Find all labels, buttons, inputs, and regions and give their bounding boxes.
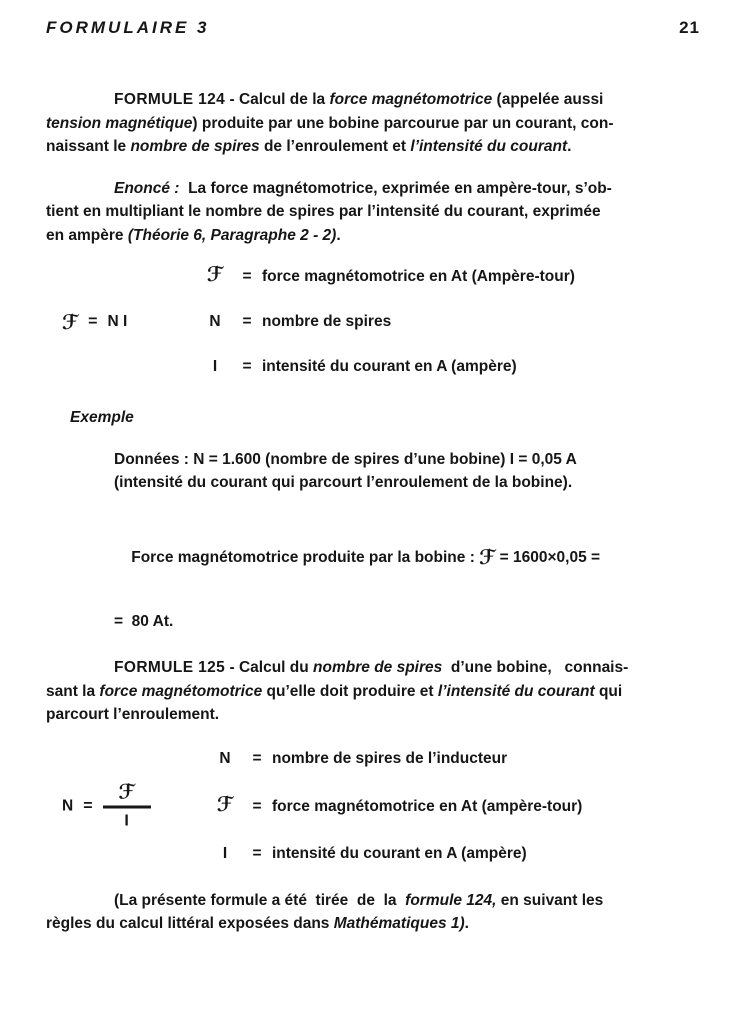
formula-rhs: N I: [107, 312, 128, 330]
formule-124-definitions: [62, 262, 700, 379]
definition-text: nombre de spires: [262, 313, 392, 330]
fraction: [103, 779, 151, 831]
result-suffix: = 1600×0,05 =: [495, 548, 601, 566]
definition-text: force magnétomotrice en At (ampère-tour): [272, 797, 583, 815]
text-line: Enoncé : La force magnétomotrice, exprimée en ampère-tour, s’ob-: [114, 179, 612, 197]
text-line: tension magnétique) produite par une bobine parcourue par un courant, con-: [46, 114, 614, 132]
formule-125-definitions: [62, 747, 700, 866]
page-header: [46, 18, 700, 38]
result-prefix: Force magnétomotrice produite par la bobine :: [131, 548, 480, 566]
definition-text: intensité du courant en A (ampère): [272, 844, 527, 862]
formule-124-enonce: [46, 177, 700, 248]
page-title: FORMULAIRE 3: [46, 18, 210, 37]
exemple-result-value: = 80 At.: [114, 612, 174, 630]
script-f-symbol: ℱ: [479, 544, 496, 569]
text-line: FORMULE 124 - Calcul de la force magnétomotrice (appelée aussi: [114, 91, 604, 108]
exemple-heading: Exemple: [70, 409, 134, 426]
definition-row: [198, 310, 700, 334]
equals-sign: =: [252, 797, 262, 815]
equals-sign: =: [252, 844, 262, 862]
formule-125-closing-note: [46, 889, 700, 936]
equals-sign: =: [88, 312, 98, 330]
text-line: (intensité du courant qui parcourt l’enroulement de la bobine).: [114, 474, 573, 491]
script-f-symbol: ℱ: [103, 782, 151, 809]
text-line: règles du calcul littéral exposées dans Mathématiques 1).: [46, 915, 469, 932]
text-line: tient en multipliant le nombre de spires par l’intensité du courant, exprimée: [46, 203, 601, 220]
symbol-i: I: [222, 844, 228, 862]
formule-125-intro: [46, 656, 700, 727]
formula-lhs: N: [62, 797, 74, 814]
definition-text: nombre de spires de l’inducteur: [272, 749, 508, 767]
symbol-n: N: [209, 313, 221, 330]
equals-sign: =: [242, 313, 252, 330]
text-line: sant la force magnétomotrice qu’elle doit produire et l’intensité du courant qui: [46, 682, 623, 700]
text-line: FORMULE 125 - Calcul du nombre de spires d’une bobine, connais-: [114, 659, 629, 676]
formule-124-intro: [46, 88, 700, 159]
script-f-symbol: ℱ: [216, 791, 234, 816]
definition-row: [208, 747, 700, 771]
definition-row: [198, 264, 700, 289]
exemple-result-line: [114, 519, 700, 597]
definition-row: [208, 791, 700, 819]
symbol-n: N: [219, 749, 231, 767]
page-number: 21: [679, 18, 700, 37]
formula-124-equation: [62, 309, 128, 334]
equals-sign: =: [242, 358, 252, 375]
script-f-symbol: ℱ: [206, 262, 224, 286]
definition-row: [198, 355, 700, 379]
definition-row: [208, 842, 700, 866]
text-line: Données : N = 1.600 (nombre de spires d’une bobine) I = 0,05 A: [114, 450, 577, 468]
exemple-donnees: [114, 448, 700, 495]
text-line: en ampère (Théorie 6, Paragraphe 2 - 2).: [46, 226, 341, 244]
script-f-symbol: ℱ: [62, 309, 79, 334]
symbol-i: I: [212, 358, 218, 375]
equals-sign: =: [252, 749, 262, 767]
equals-sign: =: [83, 797, 93, 814]
text-line: parcourt l’enroulement.: [46, 706, 220, 723]
definition-text: intensité du courant en A (ampère): [262, 358, 517, 375]
symbol-i: I: [124, 812, 129, 830]
formula-125-equation: [62, 779, 151, 831]
text-line: (La présente formule a été tirée de la formule 124, en suivant les: [114, 891, 604, 909]
equals-sign: =: [242, 268, 252, 285]
definition-text: force magnétomotrice en At (Ampère-tour): [262, 268, 575, 285]
text-line: naissant le nombre de spires de l’enroulement et l’intensité du courant.: [46, 138, 572, 155]
